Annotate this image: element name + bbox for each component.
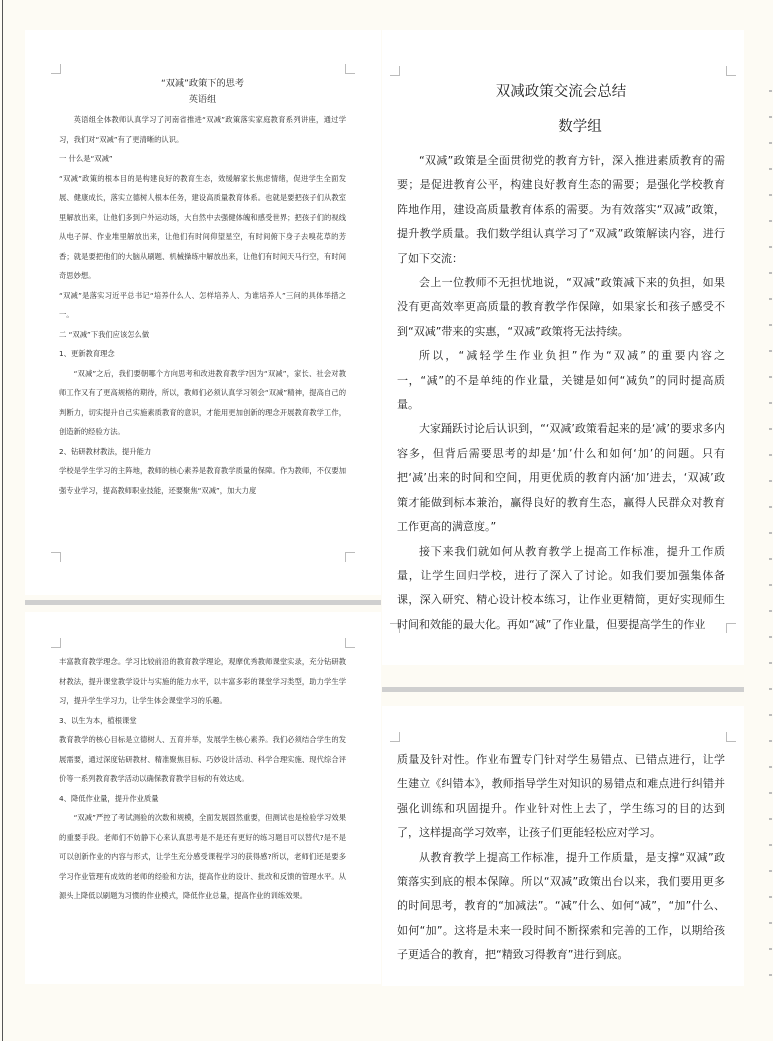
item-heading: 1、更新教育理念 <box>59 349 115 358</box>
intro-paragraph: 英语组全体教师认真学习了河南省推进“双减”政策落实家庭教育系列讲座，通过学习，我们对“双减”有了更清晰的认识。 <box>59 115 346 144</box>
paragraph: 会上一位教师不无担忧地说，“双减”政策减下来的负担，如果没有更高效率更高质量的教育教学作保障，如果家长和孩子感受不到“双减”带来的实惠，“双减”政策将无法持续。 <box>397 276 725 338</box>
document-title: “双减”政策下的思考 <box>160 78 245 89</box>
paragraph: 大家踊跃讨论后认识到，“‘双减’政策看起来的是‘减’的要求多内容多，但背后需要思考的却是‘加’什么和如何‘加’的问题。只有把‘减’出来的时间和空间，用更优质的教育内涵‘加’进去，‘双减’政策才能做到标本兼治，赢得良好的教育生态，赢得人民群众对教育工作更高的满意度。” <box>397 422 725 534</box>
document-subtitle: 英语组 <box>188 94 217 105</box>
page-math-1 <box>382 30 744 665</box>
section-heading: 一 什么是“双减” <box>59 154 113 163</box>
paragraph: 所以，“减轻学生作业负担”作为“双减”的重要内容之一，“减”的不是单纯的作业量，关键是如何“减负”的同时提高质量。 <box>397 349 725 412</box>
corner-mark <box>390 732 400 742</box>
corner-mark <box>726 66 736 76</box>
paragraph: “双减”政策是全面贯彻党的教育方针，深入推进素质教育的需要；是促进教育公平，构建良好教育生态的需要；是强化学校教育阵地作用，建设高质量教育体系的需要。为有效落实“双减”政策，提升教学质量。我们数学组认真学习了“双减”政策解读内容，进行了如下交流： <box>397 154 725 265</box>
document-title: 双减政策交流会总结 <box>495 84 627 100</box>
paragraph: “双减”之后，我们要朝哪个方向思考和改进教育教学?因为“双减”，家长、社会对教师工作又有了更高规格的期待，所以，教师们必须认真学习领会“双减”精神，提高自己的判断力，切实提升自己实施素质教育的意识，才能用更加创新的理念开展教育教学工作，创造新的经验方法。 <box>59 368 346 436</box>
page-divider <box>25 600 381 605</box>
item-heading: 3、以生为本，植根课堂 <box>59 715 137 725</box>
corner-mark <box>345 552 355 562</box>
section-heading: 二 “双减”下我们应该怎么做 <box>59 329 150 339</box>
item-heading: 2、钻研教材教法，提升能力 <box>59 446 152 456</box>
corner-mark <box>51 64 61 74</box>
paragraph: 从教育教学上提高工作标准，提升工作质量，是支撑“双减”政策落实到底的根本保障。所以“双减”政策出台以来，我们要用更多的时间思考，教育的“加减法”。“减”什么、如何“减”，“加”什么、如何“加”。这将是未来一段时间不断探索和完善的工作，以期给孩子更适合的教育，把“精致习得教育”进行到底。 <box>397 850 725 962</box>
corner-mark <box>345 638 355 648</box>
paragraph: 学校是学生学习的主阵地，教师的核心素养是教育教学质量的保障。作为教师，不仅要加强专业学习，提高教师职业技能，还要聚焦“双减”，加大力度 <box>59 466 346 495</box>
right-edge-marks <box>769 90 772 990</box>
document-subtitle: 数学组 <box>558 119 602 135</box>
paragraph: 接下来我们就如何从教育教学上提高工作标准，提升工作质量，让学生回归学校，进行了深入了讨论。如我们要加强集体备课，深入研究、精心设计校本练习，让作业更精简，更好实现师生时间和效能的最大化。再如“减”了作业量，但要提高学生的作业 <box>397 544 725 631</box>
corner-mark <box>345 64 355 74</box>
paragraph: 丰富教育教学理念。学习比较前沿的教育教学理论，观摩优秀教师课堂实录，充分钻研教材教法，提升课堂教学设计与实施的能力水平，以丰富多彩的课堂学习类型，助力学生学习，提升学生学习力，让学生体会课堂学习的乐趣。 <box>59 657 346 705</box>
corner-mark <box>51 638 61 648</box>
page-english-1 <box>25 30 381 595</box>
corner-mark <box>390 66 400 76</box>
paragraph: “双减”是落实习近平总书记“培养什么人、怎样培养人、为谁培养人”三问的具体举措之一。 <box>59 290 346 319</box>
paragraph: 质量及针对性。作业布置专门针对学生易错点、已错点进行，让学生建立《纠错本》，教师指导学生对知识的易错点和难点进行纠错并强化训练和巩固提升。作业针对性上去了，学生练习的目的达到了，这样提高学习效率，让孩子们更能轻松应对学习。 <box>397 753 725 840</box>
page-divider <box>382 687 744 692</box>
page-math-2 <box>382 706 744 986</box>
corner-mark <box>51 552 61 562</box>
corner-mark <box>726 732 736 742</box>
paragraph: “双减”严控了考试测验的次数和规模，全面发展固然重要，但测试也是检验学习效果的重要手段。老师们不妨静下心来认真思考是不是还有更好的练习题目可以替代?是不是可以创新作业的内容与形式，让学生充分感受课程学习的获得感?所以，老师们还是要多学习作业管理有成效的老师的经验和方法，提高作业的设计、批改和反馈的管理水平。从源头上降低以刷题为习惯的作业模式，降低作业总量，提高作业的训练效果。 <box>59 813 346 900</box>
corner-mark <box>726 623 736 633</box>
left-border-line <box>2 0 3 1041</box>
page-english-2 <box>25 612 381 984</box>
paragraph: 教育教学的核心目标是立德树人、五育并举，发展学生核心素养。我们必须结合学生的发展需要，通过深度钻研教材、精准聚焦目标、巧妙设计活动、科学合理实施、现代综合评价等一系列教育教学活动以确保教育教学目标的有效达成。 <box>59 735 346 783</box>
paragraph: “双减”政策的根本目的是构建良好的教育生态，效缓解家长焦虑情绪，促进学生全面发展、健康成长，落实立德树人根本任务，建设高质量教育体系。也就是要把孩子们从教室里解放出来，让他们多到户外运动场，大自然中去强健体魄和感受世界；把孩子们的视线从电子屏、作业堆里解放出来，让他们有时间仰望星空，有时间俯下身子去嗅花草的芳香；就是要把他们的大脑从刷题、机械操练中解放出来，让他们有时间天马行空，有时间奇思妙想。 <box>59 173 346 280</box>
item-heading: 4、降低作业量，提升作业质量 <box>59 793 159 803</box>
